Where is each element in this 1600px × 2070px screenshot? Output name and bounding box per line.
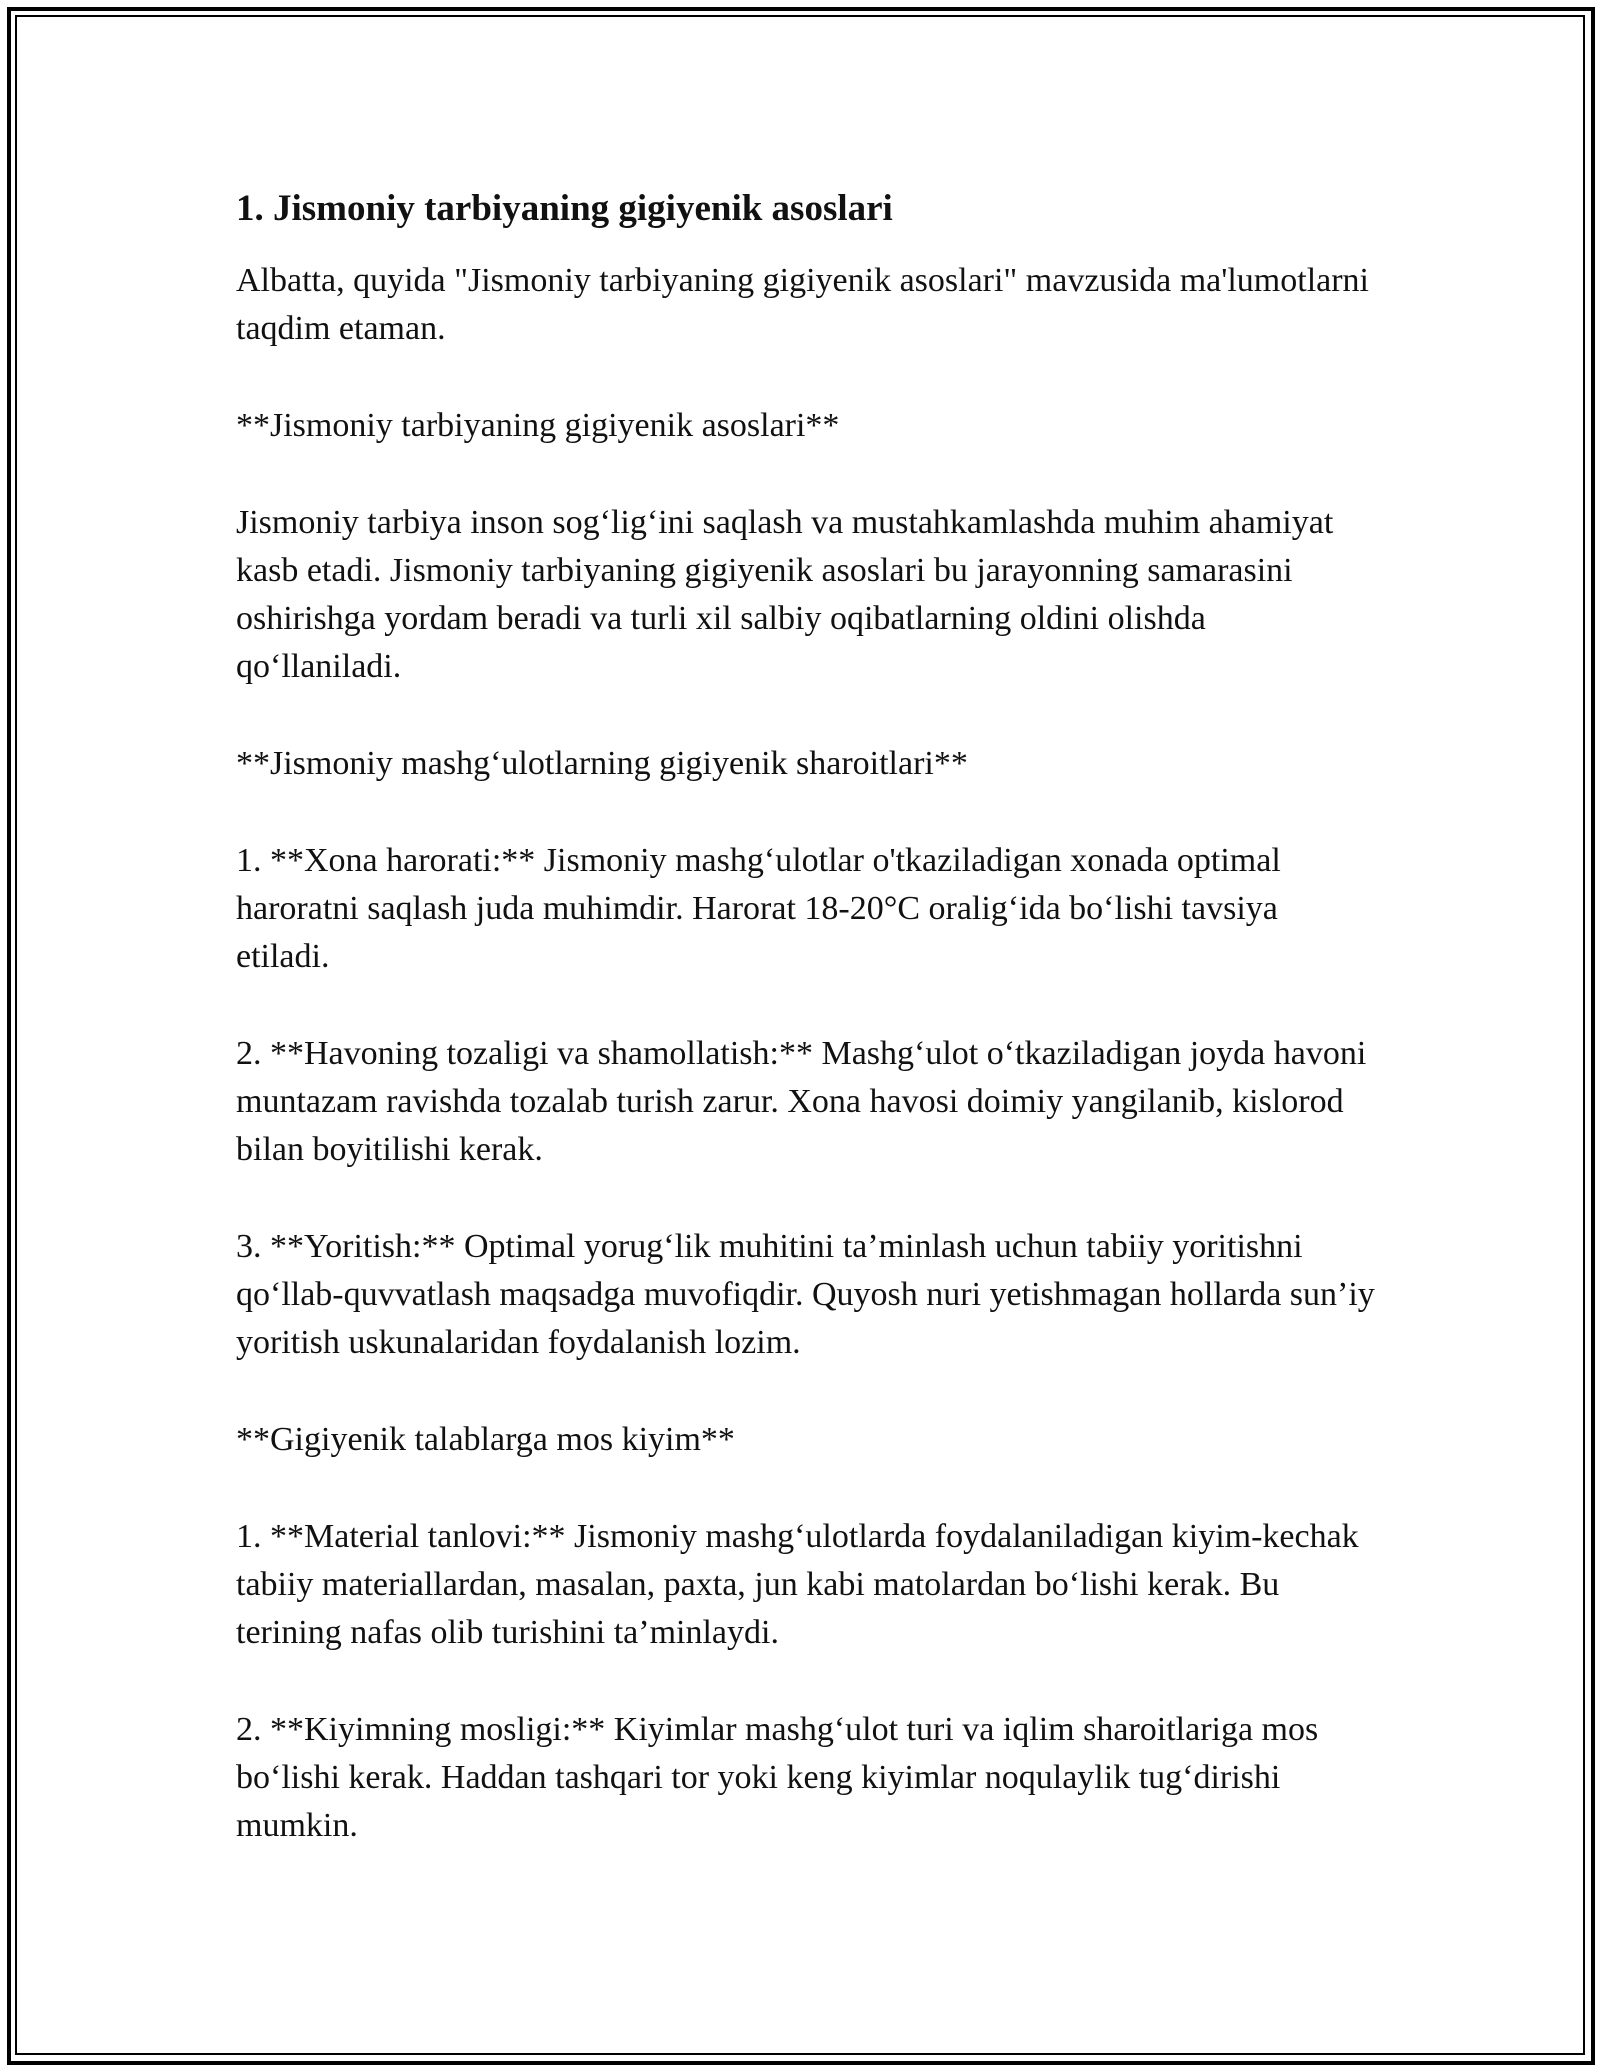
intro-paragraph: Albatta, quyida "Jismoniy tarbiyaning gigiyenik asoslari" mavzusida ma'lumotlarni taqdim etaman.: [236, 262, 1370, 347]
document-body: [236, 185, 1376, 1899]
list-item-lighting: 3. **Yoritish:** Optimal yorug‘lik muhitini ta’minlash uchun tabiiy yoritishni qo‘llab-quvvatlash maqsadga muvofiqdir. Quyosh nuri yetishmagan hollarda sun’iy yoritish uskunalaridan foydalanish lozim.: [236, 1228, 1375, 1361]
document-title: 1. Jismoniy tarbiyaning gigiyenik asoslari: [236, 188, 893, 229]
section-heading-hygiene-basics: **Jismoniy tarbiyaning gigiyenik asoslari**: [236, 407, 840, 444]
list-item-air-ventilation: 2. **Havoning tozaligi va shamollatish:** Mashg‘ulot o‘tkaziladigan joyda havoni muntazam ravishda tozalab turish zarur. Xona havosi doimiy yangilanib, kislorod bilan boyitilishi kerak.: [236, 1035, 1367, 1168]
section-heading-exercise-conditions: **Jismoniy mashg‘ulotlarning gigiyenik sharoitlari**: [236, 745, 968, 782]
list-item-clothing-fit: 2. **Kiyimning mosligi:** Kiyimlar mashg‘ulot turi va iqlim sharoitlariga mos bo‘lishi kerak. Haddan tashqari tor yoki keng kiyimlar noqulaylik tug‘dirishi mumkin.: [236, 1711, 1319, 1844]
list-item-room-temperature: 1. **Xona harorati:** Jismoniy mashg‘ulotlar o'tkaziladigan xonada optimal haroratni saqlash juda muhimdir. Harorat 18-20°C oralig‘ida bo‘lishi tavsiya etiladi.: [236, 842, 1281, 975]
section-heading-clothing: **Gigiyenik talablarga mos kiyim**: [236, 1421, 735, 1458]
list-item-material-choice: 1. **Material tanlovi:** Jismoniy mashg‘ulotlarda foydalaniladigan kiyim-kechak tabiiy materiallardan, masalan, paxta, jun kabi matolardan bo‘lishi kerak. Bu terining nafas olib turishini ta’minlaydi.: [236, 1518, 1359, 1651]
body-paragraph-importance: Jismoniy tarbiya inson sog‘lig‘ini saqlash va mustahkamlashda muhim ahamiyat kasb etadi. Jismoniy tarbiyaning gigiyenik asoslari bu jarayonning samarasini oshirishga yordam beradi va turli xil salbiy oqibatlarning oldini olishda qo‘llaniladi.: [236, 504, 1334, 685]
